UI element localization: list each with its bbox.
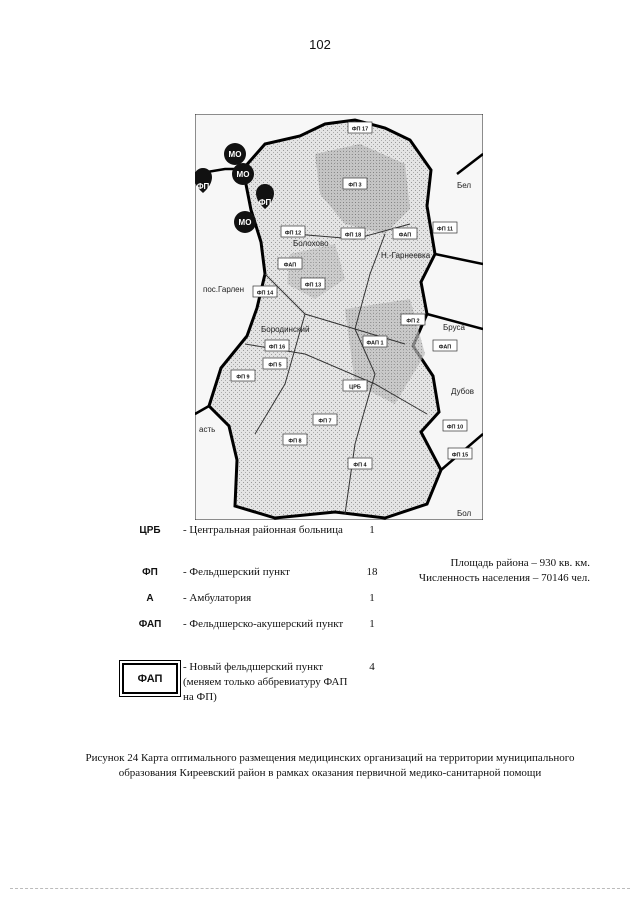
- map-marker-box: [343, 380, 367, 391]
- place-label: Дубов: [451, 387, 474, 396]
- legend-row-fap: [120, 617, 390, 647]
- legend-row-crb: [120, 523, 380, 553]
- legend-row-amb: [120, 591, 390, 607]
- legend-symbol-fp: ФП: [142, 567, 158, 578]
- map-marker-label: ФП 15: [451, 452, 469, 459]
- map-marker-box: [348, 458, 372, 469]
- map-marker-label: ФП 11: [437, 226, 453, 233]
- map-marker-label: ФП 8: [288, 438, 302, 445]
- map-marker-box: [278, 258, 302, 269]
- map-marker-mo: [224, 143, 246, 165]
- map-marker-label: ФП 10: [446, 424, 464, 431]
- page-number: 102: [309, 37, 331, 52]
- map-marker-box: [341, 228, 365, 239]
- map-marker-box: [443, 420, 467, 431]
- map-marker-label: ФП: [258, 198, 272, 207]
- district-map: [195, 114, 483, 520]
- legend-count-new-fp: 4: [369, 661, 375, 673]
- place-label: Болохово: [293, 239, 329, 248]
- map-marker-box: [433, 340, 457, 351]
- place-label: Бел: [457, 181, 472, 190]
- map-marker-label: ФП 5: [268, 362, 282, 369]
- legend-count-fap: 1: [369, 618, 375, 630]
- legend-symbol-crb: ЦРБ: [139, 525, 161, 536]
- place-label: Бруса: [443, 323, 465, 332]
- map-marker-box: [448, 448, 472, 459]
- legend-symbol-amb: А: [146, 593, 154, 604]
- map-marker-label: ФП 16: [268, 344, 286, 351]
- map-marker-label: МО: [228, 150, 242, 159]
- map-marker-box: [253, 286, 277, 297]
- legend-row-new-fp: [120, 660, 390, 706]
- map-marker-label: ФП 13: [304, 282, 322, 289]
- area-text: Площадь района – 930 кв. км.: [450, 557, 590, 569]
- place-label: пос.Гарлен: [203, 285, 245, 294]
- map-marker-label: ФП 4: [353, 462, 367, 469]
- map-marker-mo: [232, 163, 254, 185]
- map-marker-label: ФП 3: [348, 182, 362, 189]
- place-label: Бородинский: [261, 325, 310, 334]
- map-marker-label: ФАП 1: [366, 340, 384, 347]
- map-marker-box: [363, 336, 387, 347]
- legend-count-crb: 1: [369, 524, 375, 536]
- legend-symbol-fap: ФАП: [138, 619, 162, 630]
- map-marker-label: ФП 9: [236, 374, 250, 381]
- map-marker-label: ФАП: [438, 344, 452, 351]
- map-marker-box: [433, 222, 457, 233]
- map-marker-label: ЦРБ: [349, 384, 361, 391]
- figure-caption: Рисунок 24 Карта оптимального размещения медицинских организаций на территории муниципального образования Киреевский район в рамках оказания первичной медико-санитарной помощи: [85, 752, 575, 779]
- map-marker-box: [281, 226, 305, 237]
- map-marker-box: [263, 358, 287, 369]
- legend-count-fp: 18: [366, 566, 378, 578]
- legend-desc-new-fp: - Новый фельдшерский пункт (меняем только аббревиатуру ФАП на ФП): [183, 661, 348, 703]
- map-marker-box: [393, 228, 417, 239]
- place-label: Бол: [457, 509, 472, 518]
- map-marker-label: ФП 12: [284, 230, 302, 237]
- map-marker-label: ФП 17: [351, 126, 369, 133]
- legend-desc-amb: - Амбулатория: [183, 592, 252, 604]
- map-marker-label: МО: [236, 170, 250, 179]
- district-stats: [400, 556, 590, 586]
- map-marker-mo: [234, 211, 256, 233]
- legend-symbol-new-fp: ФАП: [122, 663, 178, 694]
- map-marker-label: ФАП: [398, 232, 412, 239]
- map-marker-label: ФАП: [283, 262, 297, 269]
- place-label: асть: [199, 425, 216, 434]
- map-canvas: [195, 114, 483, 520]
- map-marker-label: ФП 18: [344, 232, 362, 239]
- legend-desc-fap: - Фельдшерско-акушерский пункт: [183, 618, 344, 630]
- map-marker-box: [301, 278, 325, 289]
- legend-desc-crb: - Центральная районная больница: [183, 524, 343, 536]
- legend-desc-fp: - Фельдшерский пункт: [183, 566, 290, 578]
- map-marker-label: ФП 2: [406, 318, 420, 325]
- map-marker-label: ФП: [196, 182, 210, 191]
- map-marker-box: [343, 178, 367, 189]
- map-marker-label: МО: [238, 218, 252, 227]
- map-marker-box: [265, 340, 289, 351]
- population-text: Численность населения – 70146 чел.: [418, 572, 590, 584]
- map-marker-box: [283, 434, 307, 445]
- legend-row-fp: [120, 565, 390, 581]
- map-marker-box: [401, 314, 425, 325]
- map-marker-box: [313, 414, 337, 425]
- legend-count-amb: 1: [369, 592, 375, 604]
- place-label: Н.-Гарнеевка: [381, 251, 431, 260]
- footer-divider: [10, 888, 630, 889]
- map-marker-box: [348, 122, 372, 133]
- map-marker-label: ФП 7: [318, 418, 332, 425]
- map-marker-label: ФП 14: [256, 290, 274, 297]
- map-marker-box: [231, 370, 255, 381]
